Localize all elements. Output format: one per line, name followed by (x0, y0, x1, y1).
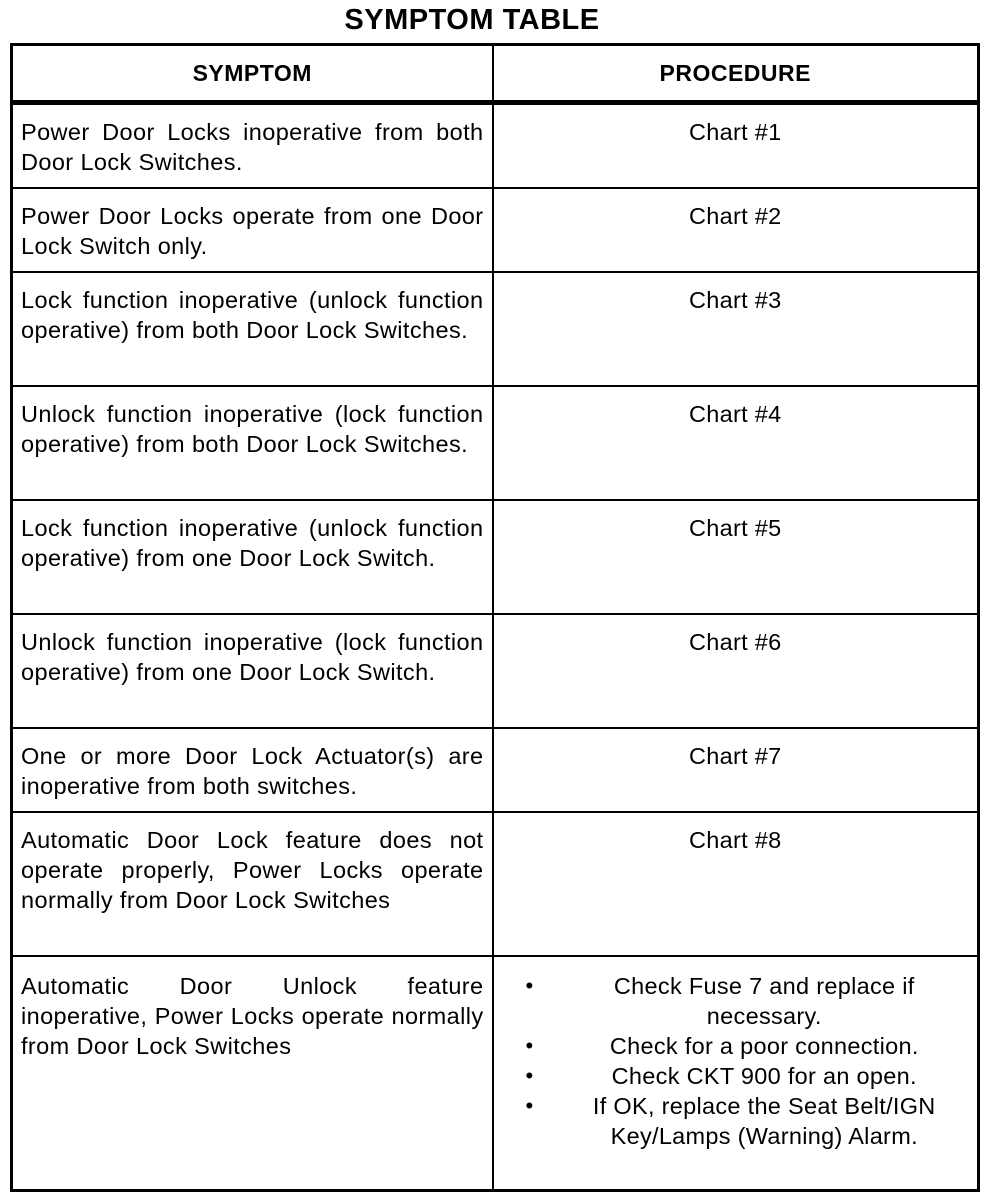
procedure-cell: Chart #7 (493, 728, 979, 812)
procedure-step: Check Fuse 7 and replace if necessary. (613, 973, 915, 1029)
symptom-cell: Unlock function inoperative (lock function operative) from both Door Lock Switches. (12, 386, 493, 500)
symptom-cell: Automatic Door Lock feature does not operate properly, Power Locks operate normally from Door Lock Switches (12, 812, 493, 956)
procedure-cell: Chart #6 (493, 614, 979, 728)
list-item (526, 1091, 970, 1151)
procedure-cell: Chart #1 (493, 103, 979, 189)
table-row (12, 956, 979, 1191)
procedure-cell (493, 956, 979, 1191)
table-row (12, 728, 979, 812)
symptom-cell: Automatic Door Unlock feature inoperative, Power Locks operate normally from Door Lock Switches (12, 956, 493, 1191)
symptom-cell: Power Door Locks inoperative from both Door Lock Switches. (12, 103, 493, 189)
list-item (526, 1061, 970, 1091)
table-row (12, 500, 979, 614)
procedure-steps-list (502, 971, 970, 1151)
symptom-cell: One or more Door Lock Actuator(s) are inoperative from both switches. (12, 728, 493, 812)
bullet-icon: • (525, 1093, 534, 1118)
procedure-step: Check CKT 900 for an open. (611, 1063, 917, 1089)
table-row (12, 188, 979, 272)
procedure-step: If OK, replace the Seat Belt/IGN Key/Lamps (Warning) Alarm. (592, 1093, 936, 1149)
table-row (12, 103, 979, 189)
list-item (526, 971, 970, 1031)
symptom-column-header: SYMPTOM (12, 45, 493, 103)
symptom-cell: Lock function inoperative (unlock function operative) from one Door Lock Switch. (12, 500, 493, 614)
table-row (12, 812, 979, 956)
bullet-icon: • (525, 973, 534, 998)
page-title: SYMPTOM TABLE (344, 4, 600, 36)
table-row (12, 272, 979, 386)
symptom-table (10, 43, 980, 1192)
procedure-column-header: PROCEDURE (493, 45, 979, 103)
bullet-icon: • (525, 1033, 534, 1058)
procedure-cell: Chart #2 (493, 188, 979, 272)
procedure-cell: Chart #3 (493, 272, 979, 386)
symptom-cell: Power Door Locks operate from one Door Lock Switch only. (12, 188, 493, 272)
procedure-step: Check for a poor connection. (609, 1033, 919, 1059)
table-header-row (12, 45, 979, 103)
table-row (12, 386, 979, 500)
symptom-cell: Unlock function inoperative (lock function operative) from one Door Lock Switch. (12, 614, 493, 728)
symptom-cell: Lock function inoperative (unlock function operative) from both Door Lock Switches. (12, 272, 493, 386)
bullet-icon: • (525, 1063, 534, 1088)
list-item (526, 1031, 970, 1061)
table-row (12, 614, 979, 728)
procedure-cell: Chart #8 (493, 812, 979, 956)
procedure-cell: Chart #5 (493, 500, 979, 614)
procedure-cell: Chart #4 (493, 386, 979, 500)
